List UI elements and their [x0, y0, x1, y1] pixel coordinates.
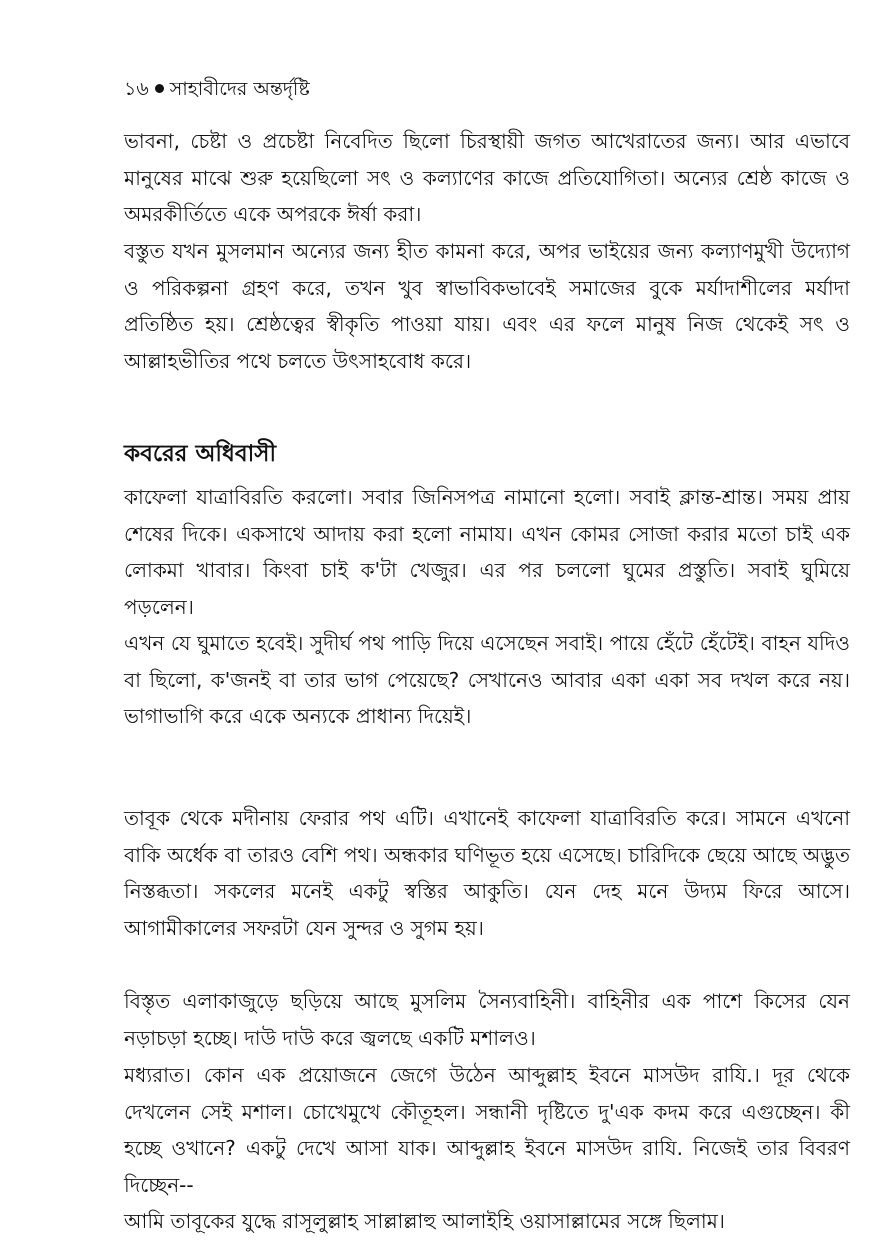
bullet-separator-icon: [155, 84, 164, 93]
paragraph-7: মধ্যরাত। কোন এক প্রয়োজনে জেগে উঠেন আব্দুল্লাহ ইবনে মাসউদ রাযি.। দূর থেকে দেখলেন সেই মশাল। চোখেমুখে কৌতূহল। সন্ধানী দৃষ্টিতে দু'এক কদম করে এগুচ্ছেন। কী হচ্ছে ওখানে? একটু দেখে আসা যাক। আব্দুল্লাহ ইবনে মাসউদ রাযি. নিজেই তার বিবরণ দিচ্ছেন--: [124, 1063, 850, 1197]
paragraph-1: ভাবনা, চেষ্টা ও প্রচেষ্টা নিবেদিত ছিলো চিরস্থায়ী জগত আখেরাতের জন্য। আর এভাবে মানুষের মাঝে শুরু হয়েছিলো সৎ ও কল্যাণের কাজে প্রতিযোগিতা। অন্যের শ্রেষ্ঠ কাজে ও অমরকীর্তিতে একে অপরকে ঈর্ষা করা।: [124, 129, 850, 226]
paragraph-4: এখন যে ঘুমাতে হবেই। সুদীর্ঘ পথ পাড়ি দিয়ে এসেছেন সবাই। পায়ে হেঁটে হেঁটেই। বাহন যদিও বা ছিলো, ক'জনই বা তার ভাগ পেয়েছে? সেখানেও আবার একা একা সব দখল করে নয়। ভাগাভাগি করে একে অন্যকে প্রাধান্য দিয়েই।: [124, 631, 850, 728]
paragraph-6: বিস্তৃত এলাকাজুড়ে ছড়িয়ে আছে মুসলিম সৈন্যবাহিনী। বাহিনীর এক পাশে কিসের যেন নড়াচড়া হচ্ছে। দাউ দাউ করে জ্বলছে একটি মশালও।: [124, 989, 850, 1050]
running-header: [124, 76, 310, 102]
book-title: সাহাবীদের অন্তর্দৃষ্টি: [169, 78, 310, 100]
page-number: ১৬: [124, 78, 149, 100]
section-heading: কবরের অধিবাসী: [124, 441, 277, 467]
paragraph-8: আমি তাবূকের যুদ্ধে রাসূলুল্লাহ সাল্লাল্লাহু আলাইহি ওয়াসাল্লামের সঙ্গে ছিলাম।: [124, 1209, 725, 1233]
paragraph-2: বস্তুত যখন মুসলমান অন্যের জন্য হীত কামনা করে, অপর ভাইয়ের জন্য কল্যাণমুখী উদ্যোগ ও পরিকল্পনা গ্রহণ করে, তখন খুব স্বাভাবিকভাবেই সমাজের বুকে মর্যাদাশীলের মর্যাদা প্রতিষ্ঠিত হয়। শ্রেষ্ঠত্বের স্বীকৃতি পাওয়া যায়। এবং এর ফলে মানুষ নিজ থেকেই সৎ ও আল্লাহভীতির পথে চলতে উৎসাহবোধ করে।: [124, 239, 850, 373]
paragraph-3: কাফেলা যাত্রাবিরতি করলো। সবার জিনিসপত্র নামানো হলো। সবাই ক্লান্ত-শ্রান্ত। সময় প্রায় শেষের দিকে। একসাথে আদায় করা হলো নামায। এখন কোমর সোজা করার মতো চাই এক লোকমা খাবার। কিংবা চাই ক'টা খেজুর। এর পর চললো ঘুমের প্রস্তুতি। সবাই ঘুমিয়ে পড়লেন।: [124, 485, 850, 619]
paragraph-5: তাবূক থেকে মদীনায় ফেরার পথ এটি। এখানেই কাফেলা যাত্রাবিরতি করে। সামনে এখনো বাকি অর্ধেক বা তারও বেশি পথ। অন্ধকার ঘণিভূত হয়ে এসেছে। চারিদিকে ছেয়ে আছে অদ্ভুত নিস্তব্ধতা। সকলের মনেই একটু স্বস্তির আকুতি। যেন দেহ মনে উদ্যম ফিরে আসে। আগামীকালের সফরটা যেন সুন্দর ও সুগম হয়।: [124, 806, 850, 940]
